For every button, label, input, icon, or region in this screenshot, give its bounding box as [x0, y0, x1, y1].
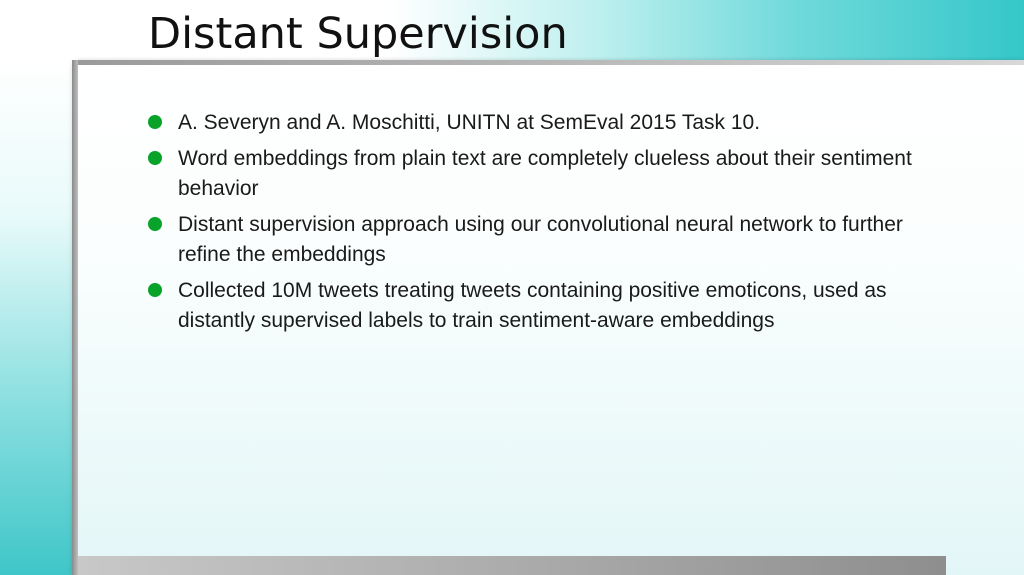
bullet-text: A. Severyn and A. Moschitti, UNITN at SemEval 2015 Task 10. — [178, 111, 761, 134]
bullet-dot-icon — [148, 115, 162, 129]
slide-title: Distant Supervision — [148, 9, 568, 59]
panel-left-edge — [72, 60, 78, 575]
bullet-dot-icon — [148, 283, 162, 297]
bullet-dot-icon — [148, 217, 162, 231]
bullet-item — [148, 210, 938, 270]
footer-bar — [78, 556, 946, 575]
bullet-text: Collected 10M tweets treating tweets containing positive emoticons, used as distantly supervised labels to train sentiment-aware embeddings — [178, 279, 887, 332]
bullet-item — [148, 276, 938, 336]
bullet-dot-icon — [148, 151, 162, 165]
bullet-item — [148, 108, 938, 138]
bullet-text: Word embeddings from plain text are completely clueless about their sentiment behavior — [178, 147, 912, 200]
bullet-text: Distant supervision approach using our convolutional neural network to further refine the embeddings — [178, 213, 903, 266]
left-accent-band — [0, 60, 78, 575]
bullet-list — [148, 108, 938, 342]
bullet-item — [148, 144, 938, 204]
